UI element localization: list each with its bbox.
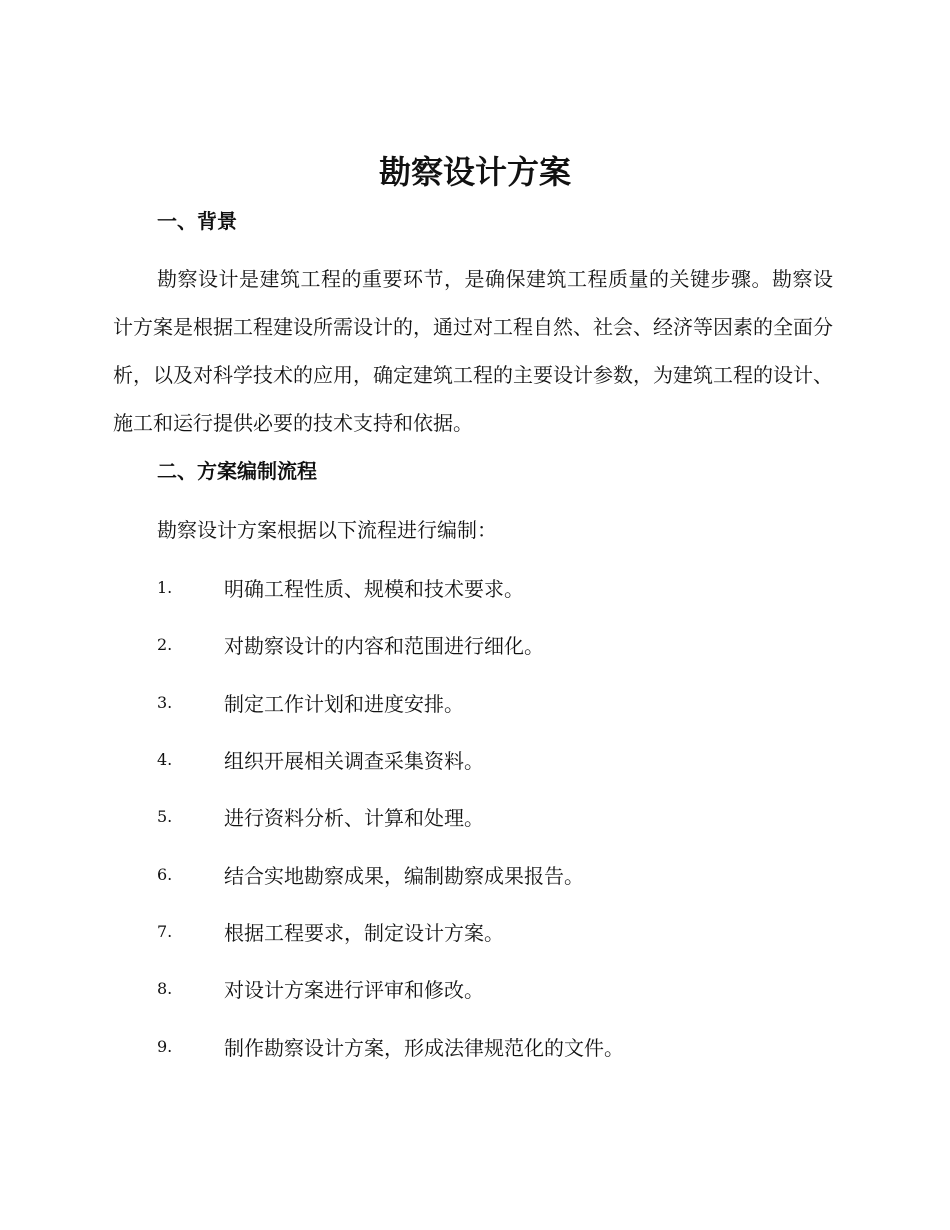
step-text: 根据工程要求，制定设计方案。: [224, 920, 504, 945]
list-item: [157, 960, 857, 1017]
step-text: 制定工作计划和进度安排。: [224, 691, 464, 716]
step-number: 9.: [157, 1036, 173, 1056]
step-number: 2.: [157, 635, 173, 655]
step-text: 制作勘察设计方案，形成法律规范化的文件。: [224, 1035, 624, 1060]
document-title: 勘察设计方案: [378, 153, 571, 191]
step-text: 进行资料分析、计算和处理。: [224, 806, 484, 831]
section-heading-background: 一、背景: [157, 209, 237, 233]
list-item: [157, 845, 857, 902]
process-steps-list: [157, 559, 857, 1075]
step-number: 5.: [157, 807, 173, 827]
step-number: 8.: [157, 979, 173, 999]
list-item: [157, 1017, 857, 1074]
list-item: [157, 788, 857, 845]
step-number: 7.: [157, 921, 173, 941]
list-item: [157, 674, 857, 731]
list-item: [157, 616, 857, 673]
step-text: 组织开展相关调查采集资料。: [224, 749, 484, 774]
list-item: [157, 731, 857, 788]
step-number: 1.: [157, 578, 173, 598]
step-text: 对设计方案进行评审和修改。: [224, 978, 484, 1003]
process-intro-paragraph: 勘察设计方案根据以下流程进行编制：: [157, 518, 497, 542]
step-text: 结合实地勘察成果，编制勘察成果报告。: [224, 863, 584, 888]
list-item: [157, 559, 857, 616]
section-heading-process: 二、方案编制流程: [157, 459, 317, 483]
list-item: [157, 903, 857, 960]
step-number: 6.: [157, 864, 173, 884]
step-text: 对勘察设计的内容和范围进行细化。: [224, 634, 544, 659]
step-text: 明确工程性质、规模和技术要求。: [224, 577, 524, 602]
background-paragraph: 勘察设计是建筑工程的重要环节，是确保建筑工程质量的关键步骤。勘察设计方案是根据工程建设所需设计的，通过对工程自然、社会、经济等因素的全面分析，以及对科学技术的应用，确定建筑工程的主要设计参数，为建筑工程的设计、施工和运行提供必要的技术支持和依据。: [113, 267, 833, 435]
step-number: 4.: [157, 750, 173, 770]
step-number: 3.: [157, 692, 173, 712]
